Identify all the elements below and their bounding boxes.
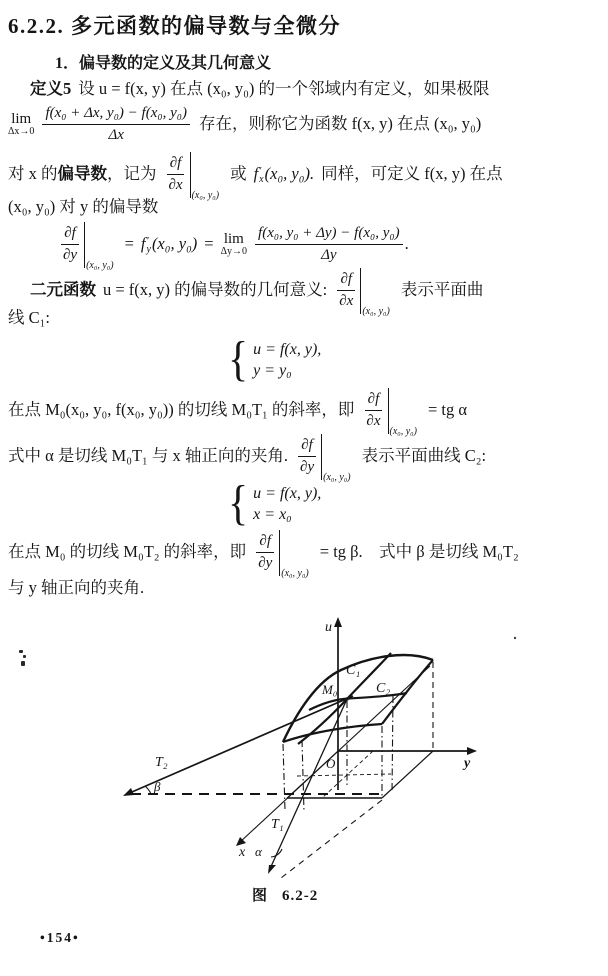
ink-smudge <box>21 661 25 666</box>
beta-angle-arc <box>145 786 151 794</box>
partial-fraction-y: $\frac{\partial f}{\partial y}$ <box>258 532 273 571</box>
alpha-line <box>8 432 487 483</box>
vertical-bar <box>321 434 322 480</box>
binary-function-term: 二元函数 <box>30 279 96 299</box>
vertical-bar <box>360 268 361 314</box>
evaluation-point: (x₀, y₀) <box>389 425 417 437</box>
limit-operator: lim Δy→0 <box>220 230 248 257</box>
evaluation-bar <box>386 386 418 437</box>
equation-system-1 <box>228 333 322 387</box>
vertical-bar <box>84 222 85 268</box>
prime-subscript-y: ′ y <box>146 235 151 255</box>
section-heading: 6.2.2. 多元函数的偏导数与全微分 <box>8 14 341 38</box>
period: . <box>404 233 409 253</box>
evaluation-point: (x₀, y₀) <box>281 567 309 579</box>
tangent-t1-after: = tg α <box>428 399 468 419</box>
tangent-t2-line <box>8 528 519 579</box>
beta-label: β <box>154 779 161 794</box>
t1-arrow-icon <box>268 865 276 874</box>
partial-y-formula <box>58 220 409 271</box>
u-axis-label: u <box>325 620 332 635</box>
point-m0-label: M₀ <box>322 682 338 697</box>
u-axis-arrow-icon <box>334 617 342 627</box>
fraction-numerator: f(x₀ + Δx, y₀) − f(x₀, y₀) <box>42 104 190 125</box>
partial-fraction-x: $\frac{\partial f}{\partial x}$ <box>366 390 381 429</box>
limit-subscript: Δx→0 <box>8 125 35 137</box>
partial-x-mid: ，记为 <box>107 163 157 183</box>
origin-label: O <box>326 756 336 771</box>
evaluation-point: (x₀, y₀) <box>323 471 351 483</box>
alpha-after-text: 表示平面曲线 C₂: <box>361 445 487 465</box>
equation-system-2 <box>228 477 322 531</box>
curve-c2-label: C₂ <box>376 681 391 696</box>
partial-x-after: 同样，可定义 f(x, y) 在点 <box>321 163 503 183</box>
difference-quotient-x <box>42 104 190 145</box>
difference-quotient-y <box>255 224 403 265</box>
evaluation-bar <box>188 150 220 201</box>
page-number: •154• <box>40 930 80 945</box>
fy-arguments: (x₀, y₀) <box>151 233 198 253</box>
system-equation-1: u = f(x, y), <box>253 484 322 502</box>
evaluation-bar <box>358 266 390 317</box>
curve-c1-label: C₁ <box>346 663 361 678</box>
curve-c1-line: 线 C₁: <box>8 308 50 327</box>
partial-fraction-y: $\frac{\partial f}{\partial y}$ <box>63 224 78 263</box>
partial-fraction-y: $\frac{\partial f}{\partial y}$ <box>300 436 315 475</box>
limit-x-line <box>8 104 481 145</box>
partial-derivative-term: 偏导数 <box>57 163 107 183</box>
tangent-t1-line <box>8 386 468 437</box>
last-text-line: 与 y 轴正向的夹角. <box>8 578 145 597</box>
or-text: 或 <box>230 163 247 183</box>
fraction-numerator: f(x₀, y₀ + Δy) − f(x₀, y₀) <box>255 224 403 245</box>
ink-smudge <box>23 655 26 658</box>
system-brace: { <box>228 333 249 387</box>
evaluation-bar <box>82 220 114 271</box>
fx-arguments: (x₀, y₀). <box>264 163 315 183</box>
tangent-line-t1 <box>269 699 347 871</box>
definition-label: 定义5 <box>30 79 72 98</box>
geometric-after-text: 表示平面曲 <box>400 279 484 299</box>
figure-caption <box>252 884 318 905</box>
f-symbol: f <box>140 233 146 253</box>
y-axis-label: y <box>464 756 471 771</box>
geometric-meaning-line <box>30 266 484 317</box>
alpha-label: α <box>255 844 262 859</box>
base-inner-dashed-y <box>297 774 391 776</box>
geometric-meaning-text: u = f(x, y) 的偏导数的几何意义: <box>103 279 328 299</box>
equals-sign: = <box>204 233 214 253</box>
system-equation-2: x = x₀ <box>253 505 292 523</box>
figure-caption-number: 6.2-2 <box>282 888 319 904</box>
definition-text: 设 u = f(x, y) 在点 (x₀, y₀) 的一个邻域内有定义，如果极限 <box>78 79 490 98</box>
tangent-t2-pre: 在点 M₀ 的切线 M₀T₂ 的斜率，即 <box>8 541 247 561</box>
limit-operator: lim Δx→0 <box>8 111 35 137</box>
prime-subscript-x: ′ x <box>259 165 264 185</box>
partial-y-intro-line: (x₀, y₀) 对 y 的偏导数 <box>8 197 159 216</box>
system-equation-1: u = f(x, y), <box>253 340 322 358</box>
system-equation-2: y = y₀ <box>253 361 292 379</box>
system-equations <box>253 485 321 524</box>
projection-line <box>302 740 304 812</box>
evaluation-point: (x₀, y₀) <box>191 189 220 201</box>
y-axis-arrow-icon <box>467 747 477 755</box>
fraction-denominator: Δx <box>108 126 124 143</box>
evaluation-point: (x₀, y₀) <box>362 305 390 317</box>
vertical-bar <box>388 388 389 434</box>
partial-fraction-x: $\frac{\partial f}{\partial x}$ <box>339 270 354 309</box>
vertical-bar <box>190 152 191 198</box>
evaluation-point: (x₀, y₀) <box>86 259 114 271</box>
subsection-heading: 1．偏导数的定义及其几何意义 <box>55 55 272 72</box>
definition-line <box>30 79 490 100</box>
equals-sign: = <box>124 233 134 253</box>
figure-6-2-2 <box>85 614 605 880</box>
base-right-edge <box>382 751 433 798</box>
limit-x-after-text: 存在，则称它为函数 f(x, y) 在点 (x₀, y₀) <box>198 113 482 133</box>
tangent-t1-pre: 在点 M₀(x₀, y₀, f(x₀, y₀)) 的切线 M₀T₁ 的斜率，即 <box>8 399 355 419</box>
f-symbol: f <box>253 163 259 183</box>
evaluation-bar <box>319 432 351 483</box>
figure-caption-label: 图 <box>252 888 269 904</box>
tangent-t2-label: T₂ <box>155 755 168 770</box>
alpha-pre-text: 式中 α 是切线 M₀T₁ 与 x 轴正向的夹角. <box>8 445 289 465</box>
system-equations <box>253 341 321 380</box>
tangent-t2-after: = tg β. 式中 β 是切线 M₀T₂ <box>319 541 519 561</box>
partial-x-line <box>8 150 503 201</box>
partial-x-pre: 对 x 的 <box>8 163 58 183</box>
fraction-denominator: Δy <box>321 246 337 263</box>
evaluation-bar <box>277 528 309 579</box>
system-brace: { <box>228 477 249 531</box>
surface-front-edge-curve <box>283 724 382 742</box>
partial-fraction-x: $\frac{\partial f}{\partial x}$ <box>168 154 183 193</box>
ink-speck <box>514 637 516 639</box>
ink-smudge <box>19 650 23 653</box>
x-axis-label: x <box>239 845 246 860</box>
limit-subscript: Δy→0 <box>220 245 248 257</box>
tangent-t1-label: T₁ <box>271 817 284 832</box>
vertical-bar <box>279 530 280 576</box>
